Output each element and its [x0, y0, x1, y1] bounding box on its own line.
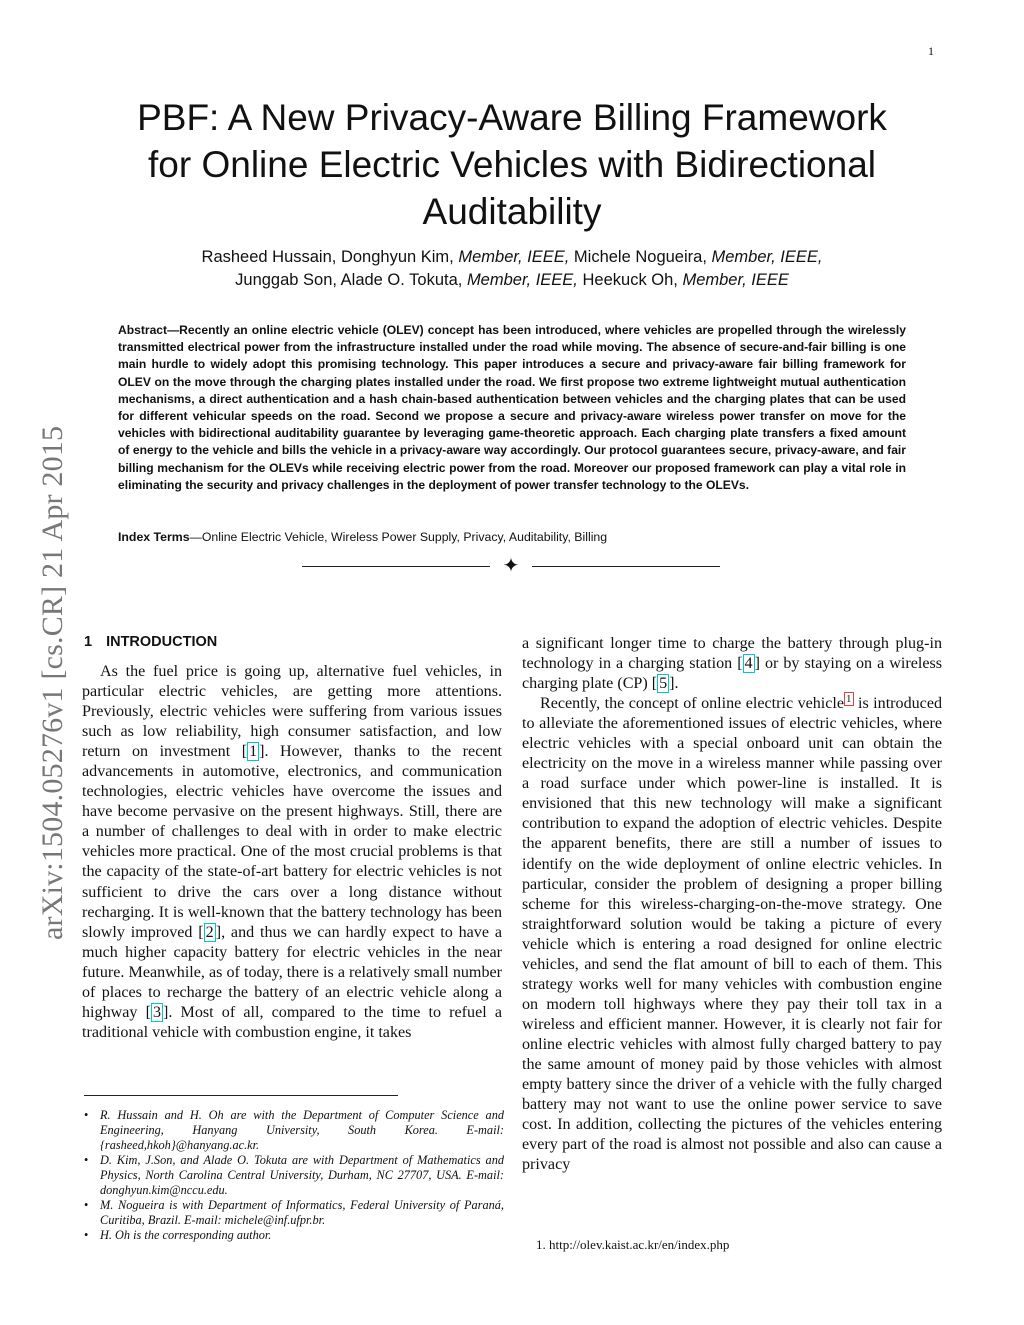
bullet-icon: •	[84, 1228, 89, 1242]
citation-link[interactable]: 2	[205, 923, 214, 941]
footnote	[536, 1237, 729, 1253]
index-terms-text: Online Electric Vehicle, Wireless Power Supply, Privacy, Auditability, Billing	[201, 530, 608, 544]
title-line: for Online Electric Vehicles with Bidirectional	[148, 144, 876, 185]
footnote-url-link[interactable]: http://olev.kaist.ac.kr/en/index.php	[549, 1237, 730, 1252]
footnote-link[interactable]: 1	[846, 692, 852, 705]
footnote-number: 1.	[536, 1237, 546, 1252]
bullet-icon: •	[84, 1198, 89, 1212]
author-line	[60, 246, 964, 269]
body-paragraph: As the fuel price is going up, alternative fuel vehicles, in particular electric vehicles, are getting more attentions. Previously, electric vehicles were suffering from various issues such as low reliability, high consumer satisfaction, and low return on investment [ 1 ]. However, thanks to the recent advancements in automotive, electronics, and communication technologies, electric vehicles have overcome the issues and have become pervasive on the present highways. Still, there are a number of challenges to deal with in order to make electric vehicles more practical. One of the most crucial problems is that the capacity of the state-of-art battery for electric vehicles is not sufficient to drive the cars over a long distance without recharging. It is well-known that the battery technology has been slowly improved [ 2 ], and thus we can hardly expect to have a much higher capacity battery for electric vehicles in the near future. Meanwhile, as of today, there is a relatively small number of places to recharge the battery of an electric vehicle along a highway [ 3 ]. Most of all, compared to the time to refuel a traditional vehicle with combustion engine, it takes	[82, 663, 503, 1041]
bullet-icon: •	[84, 1153, 89, 1167]
abstract-text: Recently an online electric vehicle (OLEV) concept has been introduced, where vehicles are propelled through the wirelessly transmitted electrical power from the infrastructure installed under the road while moving. The absence of secure-and-fair billing is one main hurdle to widely adopt this promising technology. This paper introduces a secure and privacy-aware fair billing framework for OLEV on the move through the charging plates installed under the road. We first propose two extreme lightweight mutual authentication mechanisms, a direct authentication and a hash chain-based authentication between vehicles and the charging plates that can be used for different vehicular speeds on the road. Second we propose a secure and privacy-aware wireless power transfer on move for the vehicles with bidirectional auditability guarantee by leveraging game-theoretic approach. Each charging plate transfers a fixed amount of energy to the vehicle and bills the vehicle in a privacy-aware way accordingly. Our protocol guarantees secure, privacy-aware, and fair billing mechanism for the OLEVs while receiving electric power from the road. Moreover our proposed framework can play a vital role in eliminating the security and privacy challenges in the deployment of power transfer technology to the OLEVs.	[118, 323, 906, 492]
body-text: As the fuel price is going up, alternative fuel vehicles, in particular electric vehicles, are getting more attentions. Previously, electric vehicles were suffering from various issues such as low reliability, high consumer satisfaction, and low return on investment	[82, 663, 502, 761]
section-title: INTRODUCTION	[106, 634, 218, 650]
page-number: 1	[928, 44, 934, 58]
author-role: Member, IEEE,	[466, 271, 578, 289]
index-terms	[118, 530, 906, 544]
abstract-label: Abstract	[118, 323, 168, 337]
body-paragraph	[522, 694, 942, 1175]
divider-diamond-icon: ✦	[502, 555, 520, 577]
body-text: a significant longer time to charge the battery through plug-in technology in a charging station	[522, 635, 942, 673]
author-names: Rasheed Hussain, Donghyun Kim,	[201, 248, 454, 266]
citation-link[interactable]: 4	[744, 655, 753, 673]
author-role: Member, IEEE	[682, 271, 789, 289]
section-number: 1	[84, 634, 93, 650]
affiliation-text: D. Kim, J.Son, and Alade O. Tokuta are with Department of Mathematics and Physics, North Carolina Central University, Durham, NC 27707, USA. E-mail: donghyun.kim@nccu.edu.	[100, 1153, 504, 1197]
body-text: , and thus we can hardly expect to have a much higher capacity battery for electric vehicles in the near future. Meanwhile, as of today, there is a relatively small number of places to recharge the battery of an electric vehicle along a highway	[82, 923, 502, 1021]
abstract-dash: —	[167, 323, 180, 337]
title-line: PBF: A New Privacy-Aware Billing Framework	[137, 97, 887, 138]
author-list	[60, 246, 964, 292]
paper-title	[60, 94, 964, 235]
body-text: Recently, the concept of online electric vehicle	[540, 695, 845, 713]
citation-link[interactable]: 3	[152, 1003, 161, 1021]
author-role: Member, IEEE,	[458, 248, 570, 266]
left-column	[82, 662, 502, 1043]
body-text: .	[674, 675, 679, 693]
abstract	[118, 322, 906, 494]
citation-link[interactable]: 1	[249, 743, 258, 761]
affiliation-text: M. Nogueira is with Department of Informatics, Federal University of Paraná, Curitiba, Brazil. E-mail: michele@inf.ufpr.br.	[100, 1198, 504, 1227]
body-text: . Most of all, compared to the time to refuel a traditional vehicle with combustion engine, it takes	[82, 1003, 503, 1041]
body-paragraph: a significant longer time to charge the battery through plug-in technology in a charging station [ 4 ] or by staying on a wireless charging plate (CP) [ 5 ].	[522, 635, 943, 693]
affiliation-notes	[84, 1108, 504, 1243]
affiliation-item	[84, 1228, 504, 1243]
affiliation-text: H. Oh is the corresponding author.	[100, 1228, 272, 1242]
citation-link[interactable]: 5	[659, 675, 668, 693]
body-text: . However, thanks to the recent advancements in automotive, electronics, and communication technologies, electric vehicles have overcome the issues and have become pervasive on the present highways. Still, there are a number of challenges to deal with in order to make electric vehicles more practical. One of the most crucial problems is that the capacity of the state-of-art battery for electric vehicles is not sufficient to drive the cars over a long distance without recharging. It is well-known that the battery technology has been slowly improved	[82, 743, 502, 941]
author-names: Heekuck Oh,	[582, 271, 678, 289]
body-text: or by staying on a wireless charging plate (CP)	[522, 655, 943, 693]
divider-line-right	[532, 566, 720, 567]
bullet-icon: •	[84, 1108, 89, 1122]
arxiv-identifier: arXiv:1504.05276v1 [cs.CR] 21 Apr 2015	[36, 425, 69, 940]
affiliation-item	[84, 1198, 504, 1228]
affiliation-text: R. Hussain and H. Oh are with the Department of Computer Science and Engineering, Hanyang University, South Korea. E-mail: {rasheed,hkoh}@hanyang.ac.kr.	[100, 1108, 504, 1152]
section-heading	[84, 634, 217, 650]
author-names: Michele Nogueira,	[573, 248, 707, 266]
affiliation-item	[84, 1153, 504, 1198]
divider-line-left	[302, 566, 490, 567]
author-line	[60, 269, 964, 292]
index-terms-label: Index Terms	[118, 530, 190, 544]
author-names: Junggab Son, Alade O. Tokuta,	[235, 271, 463, 289]
footnote-divider	[84, 1095, 398, 1096]
right-column	[522, 634, 942, 1175]
author-role: Member, IEEE,	[711, 248, 823, 266]
affiliation-item	[84, 1108, 504, 1153]
title-line: Auditability	[422, 191, 602, 232]
index-terms-dash: —	[189, 530, 202, 544]
body-text: is introduced to alleviate the aforementioned issues of electric vehicles, where electric vehicles with a special onboard unit can obtain the electricity on the move in a wireless manner while passing over a road surface under which power-line is installed. It is envisioned that this new technology will make a significant contribution to expand the adoption of electric vehicles. Despite the apparent benefits, there are still a number of issues to identify on the wide deployment of online electric vehicles. In particular, consider the problem of designing a proper billing scheme for this wireless-charging-on-the-move strategy. One straightforward solution would be taking a picture of every vehicle which is entering a road designed for online electric vehicles, and send the flat amount of bill to each of them. This strategy works well for many vehicles with combustion engine on modern toll highways where they pay their toll tax in a wireless and efficient manner. However, it is clearly not fair for online electric vehicles with almost fully charged battery to pay the same amount of money paid by those vehicles with almost empty battery since the driver of a vehicle with the fully charged battery may not want to use the online power service to save cost. In addition, collecting the pictures of the vehicles entering every part of the road is almost not possible and also can cause a privacy	[522, 695, 943, 1174]
